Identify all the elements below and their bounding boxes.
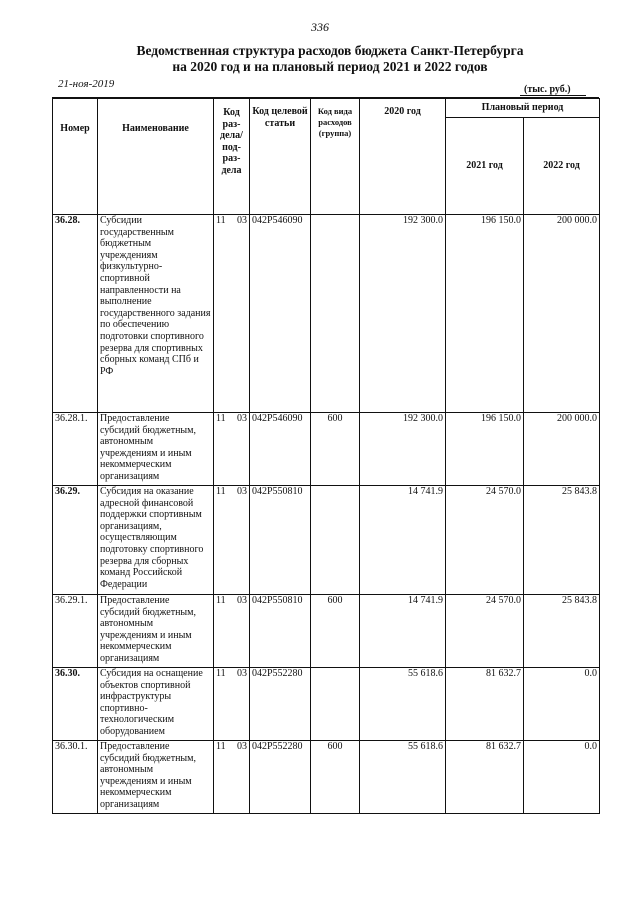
row-name: Предоставление субсидий бюджетным, автономным учреждениям и иным некоммерческим организациям: [98, 595, 214, 668]
podrazdel: 03: [237, 215, 247, 226]
row-section-code: [214, 668, 250, 741]
podrazdel: 03: [237, 413, 247, 424]
row-amount-2022: 0.0: [524, 741, 600, 814]
row-expense-type: [311, 668, 360, 741]
header-name: Наименование: [98, 99, 214, 215]
row-amount-2021: 196 150.0: [446, 413, 524, 486]
row-amount-2020: 192 300.0: [360, 215, 446, 413]
row-target-code: 042P550810: [250, 486, 311, 595]
row-section-code: [214, 486, 250, 595]
row-amount-2020: 14 741.9: [360, 486, 446, 595]
row-expense-type: [311, 486, 360, 595]
header-number: Номер: [53, 99, 98, 215]
razdel: 11: [216, 595, 226, 606]
row-name: Субсидия на оснащение объектов спортивной инфраструктуры спортивно-технологическим оборудованием: [98, 668, 214, 741]
row-amount-2021: 24 570.0: [446, 595, 524, 668]
row-amount-2021: 81 632.7: [446, 668, 524, 741]
row-target-code: 042P552280: [250, 741, 311, 814]
table-row: [53, 668, 600, 741]
units-underline: [520, 95, 586, 96]
row-section-code: [214, 741, 250, 814]
row-number: 36.30.: [53, 668, 98, 741]
razdel: 11: [216, 668, 226, 679]
razdel: 11: [216, 741, 226, 752]
row-amount-2022: 25 843.8: [524, 595, 600, 668]
document-title: [60, 43, 600, 75]
table-row: [53, 486, 600, 595]
row-amount-2021: 196 150.0: [446, 215, 524, 413]
row-amount-2020: 14 741.9: [360, 595, 446, 668]
row-number: 36.28.: [53, 215, 98, 413]
row-amount-2021: 24 570.0: [446, 486, 524, 595]
header-planned-period: Плановый период: [446, 99, 600, 118]
table-row: [53, 215, 600, 413]
document-date: 21-ноя-2019: [58, 78, 115, 90]
razdel: 11: [216, 215, 226, 226]
header-target-code: Код целевой статьи: [250, 99, 311, 215]
row-section-code: [214, 595, 250, 668]
header-year-2022: 2022 год: [524, 118, 600, 215]
row-amount-2022: 0.0: [524, 668, 600, 741]
row-number: 36.28.1.: [53, 413, 98, 486]
row-number: 36.29.1.: [53, 595, 98, 668]
row-target-code: 042P552280: [250, 668, 311, 741]
row-target-code: 042P546090: [250, 413, 311, 486]
row-name: Предоставление субсидий бюджетным, автономным учреждениям и иным некоммерческим организациям: [98, 741, 214, 814]
row-expense-type: 600: [311, 595, 360, 668]
row-name: Предоставление субсидий бюджетным, автономным учреждениям и иным некоммерческим организациям: [98, 413, 214, 486]
row-expense-type: 600: [311, 413, 360, 486]
page-number: 336: [311, 20, 329, 34]
row-number: 36.29.: [53, 486, 98, 595]
row-target-code: 042P550810: [250, 595, 311, 668]
podrazdel: 03: [237, 668, 247, 679]
row-number: 36.30.1.: [53, 741, 98, 814]
razdel: 11: [216, 413, 226, 424]
header-expense-type-code: Код вида расходов (группа): [311, 99, 360, 215]
row-amount-2021: 81 632.7: [446, 741, 524, 814]
row-amount-2022: 200 000.0: [524, 413, 600, 486]
table-header: [53, 99, 600, 215]
table-row: [53, 595, 600, 668]
budget-table: [52, 98, 600, 814]
podrazdel: 03: [237, 486, 247, 497]
row-name: Субсидия на оказание адресной финансовой поддержки спортивным организациям, осуществляющим подготовку спортивного резерва для сборных команд Российской Федерации: [98, 486, 214, 595]
header-section-code: Код раз-дела/ под-раз-дела: [214, 99, 250, 215]
row-amount-2020: 55 618.6: [360, 668, 446, 741]
row-target-code: 042P546090: [250, 215, 311, 413]
row-amount-2020: 55 618.6: [360, 741, 446, 814]
title-line-1: Ведомственная структура расходов бюджета Санкт-Петербурга: [136, 43, 524, 58]
units-label: (тыс. руб.): [524, 84, 571, 95]
row-name: Субсидии государственным бюджетным учреждениям физкультурно-спортивной направленности на выполнение государственного задания по обеспечению подготовки спортивного резерва для спортивных сборных команд СПб и РФ: [98, 215, 214, 413]
row-amount-2022: 200 000.0: [524, 215, 600, 413]
row-section-code: [214, 215, 250, 413]
table-row: [53, 741, 600, 814]
podrazdel: 03: [237, 741, 247, 752]
table-body: [53, 215, 600, 814]
row-expense-type: [311, 215, 360, 413]
row-expense-type: 600: [311, 741, 360, 814]
row-section-code: [214, 413, 250, 486]
podrazdel: 03: [237, 595, 247, 606]
row-amount-2022: 25 843.8: [524, 486, 600, 595]
header-year-2021: 2021 год: [446, 118, 524, 215]
title-line-2: на 2020 год и на плановый период 2021 и 2022 годов: [172, 59, 488, 74]
table-row: [53, 413, 600, 486]
row-amount-2020: 192 300.0: [360, 413, 446, 486]
razdel: 11: [216, 486, 226, 497]
header-year-2020: 2020 год: [360, 99, 446, 215]
